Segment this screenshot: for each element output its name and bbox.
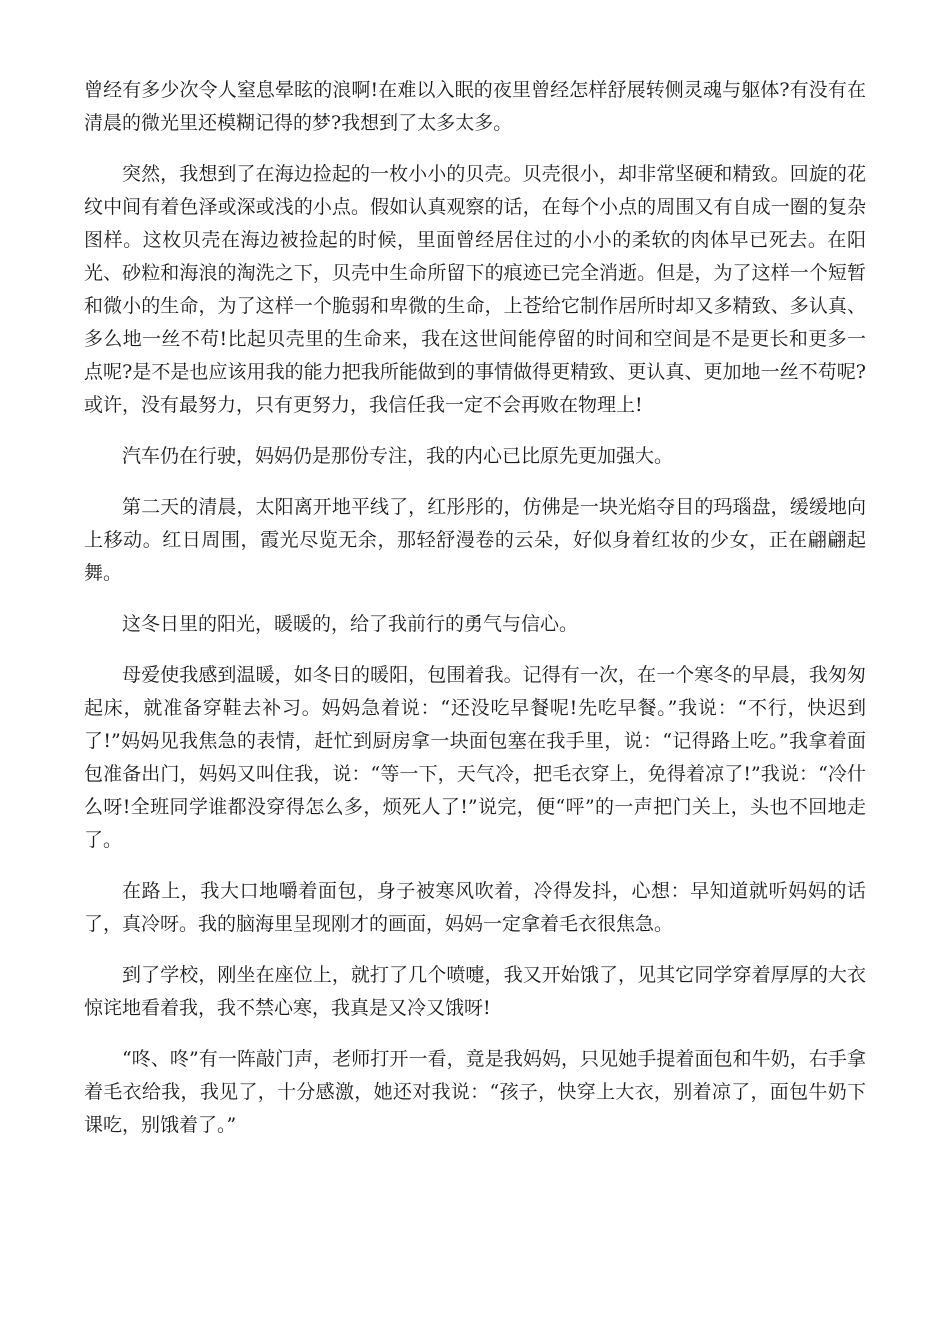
paragraph-7: 在路上，我大口地嚼着面包，身子被寒风吹着，冷得发抖，心想：早知道就听妈妈的话了，真冷呀。我的脑海里呈现刚才的画面，妈妈一定拿着毛衣很焦急。 — [84, 880, 866, 935]
paragraph-3: 汽车仍在行驶，妈妈仍是那份专注，我的内心已比原先更加强大。 — [122, 445, 674, 467]
paragraph-9: “咚、咚”有一阵敲门声，老师打开一看，竟是我妈妈，只见她手提着面包和牛奶，右手拿着毛衣给我，我见了，十分感激，她还对我说：“孩子，快穿上大衣，别着凉了，面包牛奶下课吃，别饿着了。” — [84, 1048, 866, 1136]
paragraph-8: 到了学校，刚坐在座位上，就打了几个喷嚏，我又开始饿了，见其它同学穿着厚厚的大衣惊诧地看着我，我不禁心寒，我真是又冷又饿呀! — [84, 964, 866, 1019]
paragraph-5: 这冬日里的阳光，暖暖的，给了我前行的勇气与信心。 — [122, 613, 579, 635]
document-body — [84, 74, 866, 1160]
paragraph-6: 母爱使我感到温暖，如冬日的暖阳，包围着我。记得有一次，在一个寒冬的早晨，我匆匆起床，就准备穿鞋去补习。妈妈急着说：“还没吃早餐呢!先吃早餐。”我说：“不行，快迟到了!”妈妈见我焦急的表情，赶忙到厨房拿一块面包塞在我手里，说：“记得路上吃。”我拿着面包准备出门，妈妈又叫住我，说：“等一下，天气冷，把毛衣穿上，免得着凉了!”我说：“冷什么呀!全班同学谁都没穿得怎么多，烦死人了!”说完，便“呯”的一声把门关上，头也不回地走了。 — [84, 664, 866, 851]
paragraph-1: 曾经有多少次令人窒息晕眩的浪啊!在难以入眠的夜里曾经怎样舒展转侧灵魂与躯体?有没有在清晨的微光里还模糊记得的梦?我想到了太多太多。 — [84, 79, 866, 134]
paragraph-2: 突然，我想到了在海边捡起的一枚小小的贝壳。贝壳很小，却非常坚硬和精致。回旋的花纹中间有着色泽或深或浅的小点。假如认真观察的话，在每个小点的周围又有自成一圈的复杂图样。这枚贝壳在海边被捡起的时候，里面曾经居住过的小小的柔软的肉体早已死去。在阳光、砂粒和海浪的淘洗之下，贝壳中生命所留下的痕迹已完全消逝。但是，为了这样一个短暂和微小的生命，为了这样一个脆弱和卑微的生命，上苍给它制作居所时却又多精致、多认真、多么地一丝不苟!比起贝壳里的生命来，我在这世间能停留的时间和空间是不是更长和更多一点呢?是不是也应该用我的能力把我所能做到的事情做得更精致、更认真、更加地一丝不苟呢?或许，没有最努力，只有更努力，我信任我一定不会再败在物理上! — [84, 163, 866, 416]
paragraph-4: 第二天的清晨，太阳离开地平线了，红彤彤的，仿佛是一块光焰夺目的玛瑙盘，缓缓地向上移动。红日周围，霞光尽览无余，那轻舒漫卷的云朵，好似身着红妆的少女，正在翩翩起舞。 — [84, 496, 866, 584]
